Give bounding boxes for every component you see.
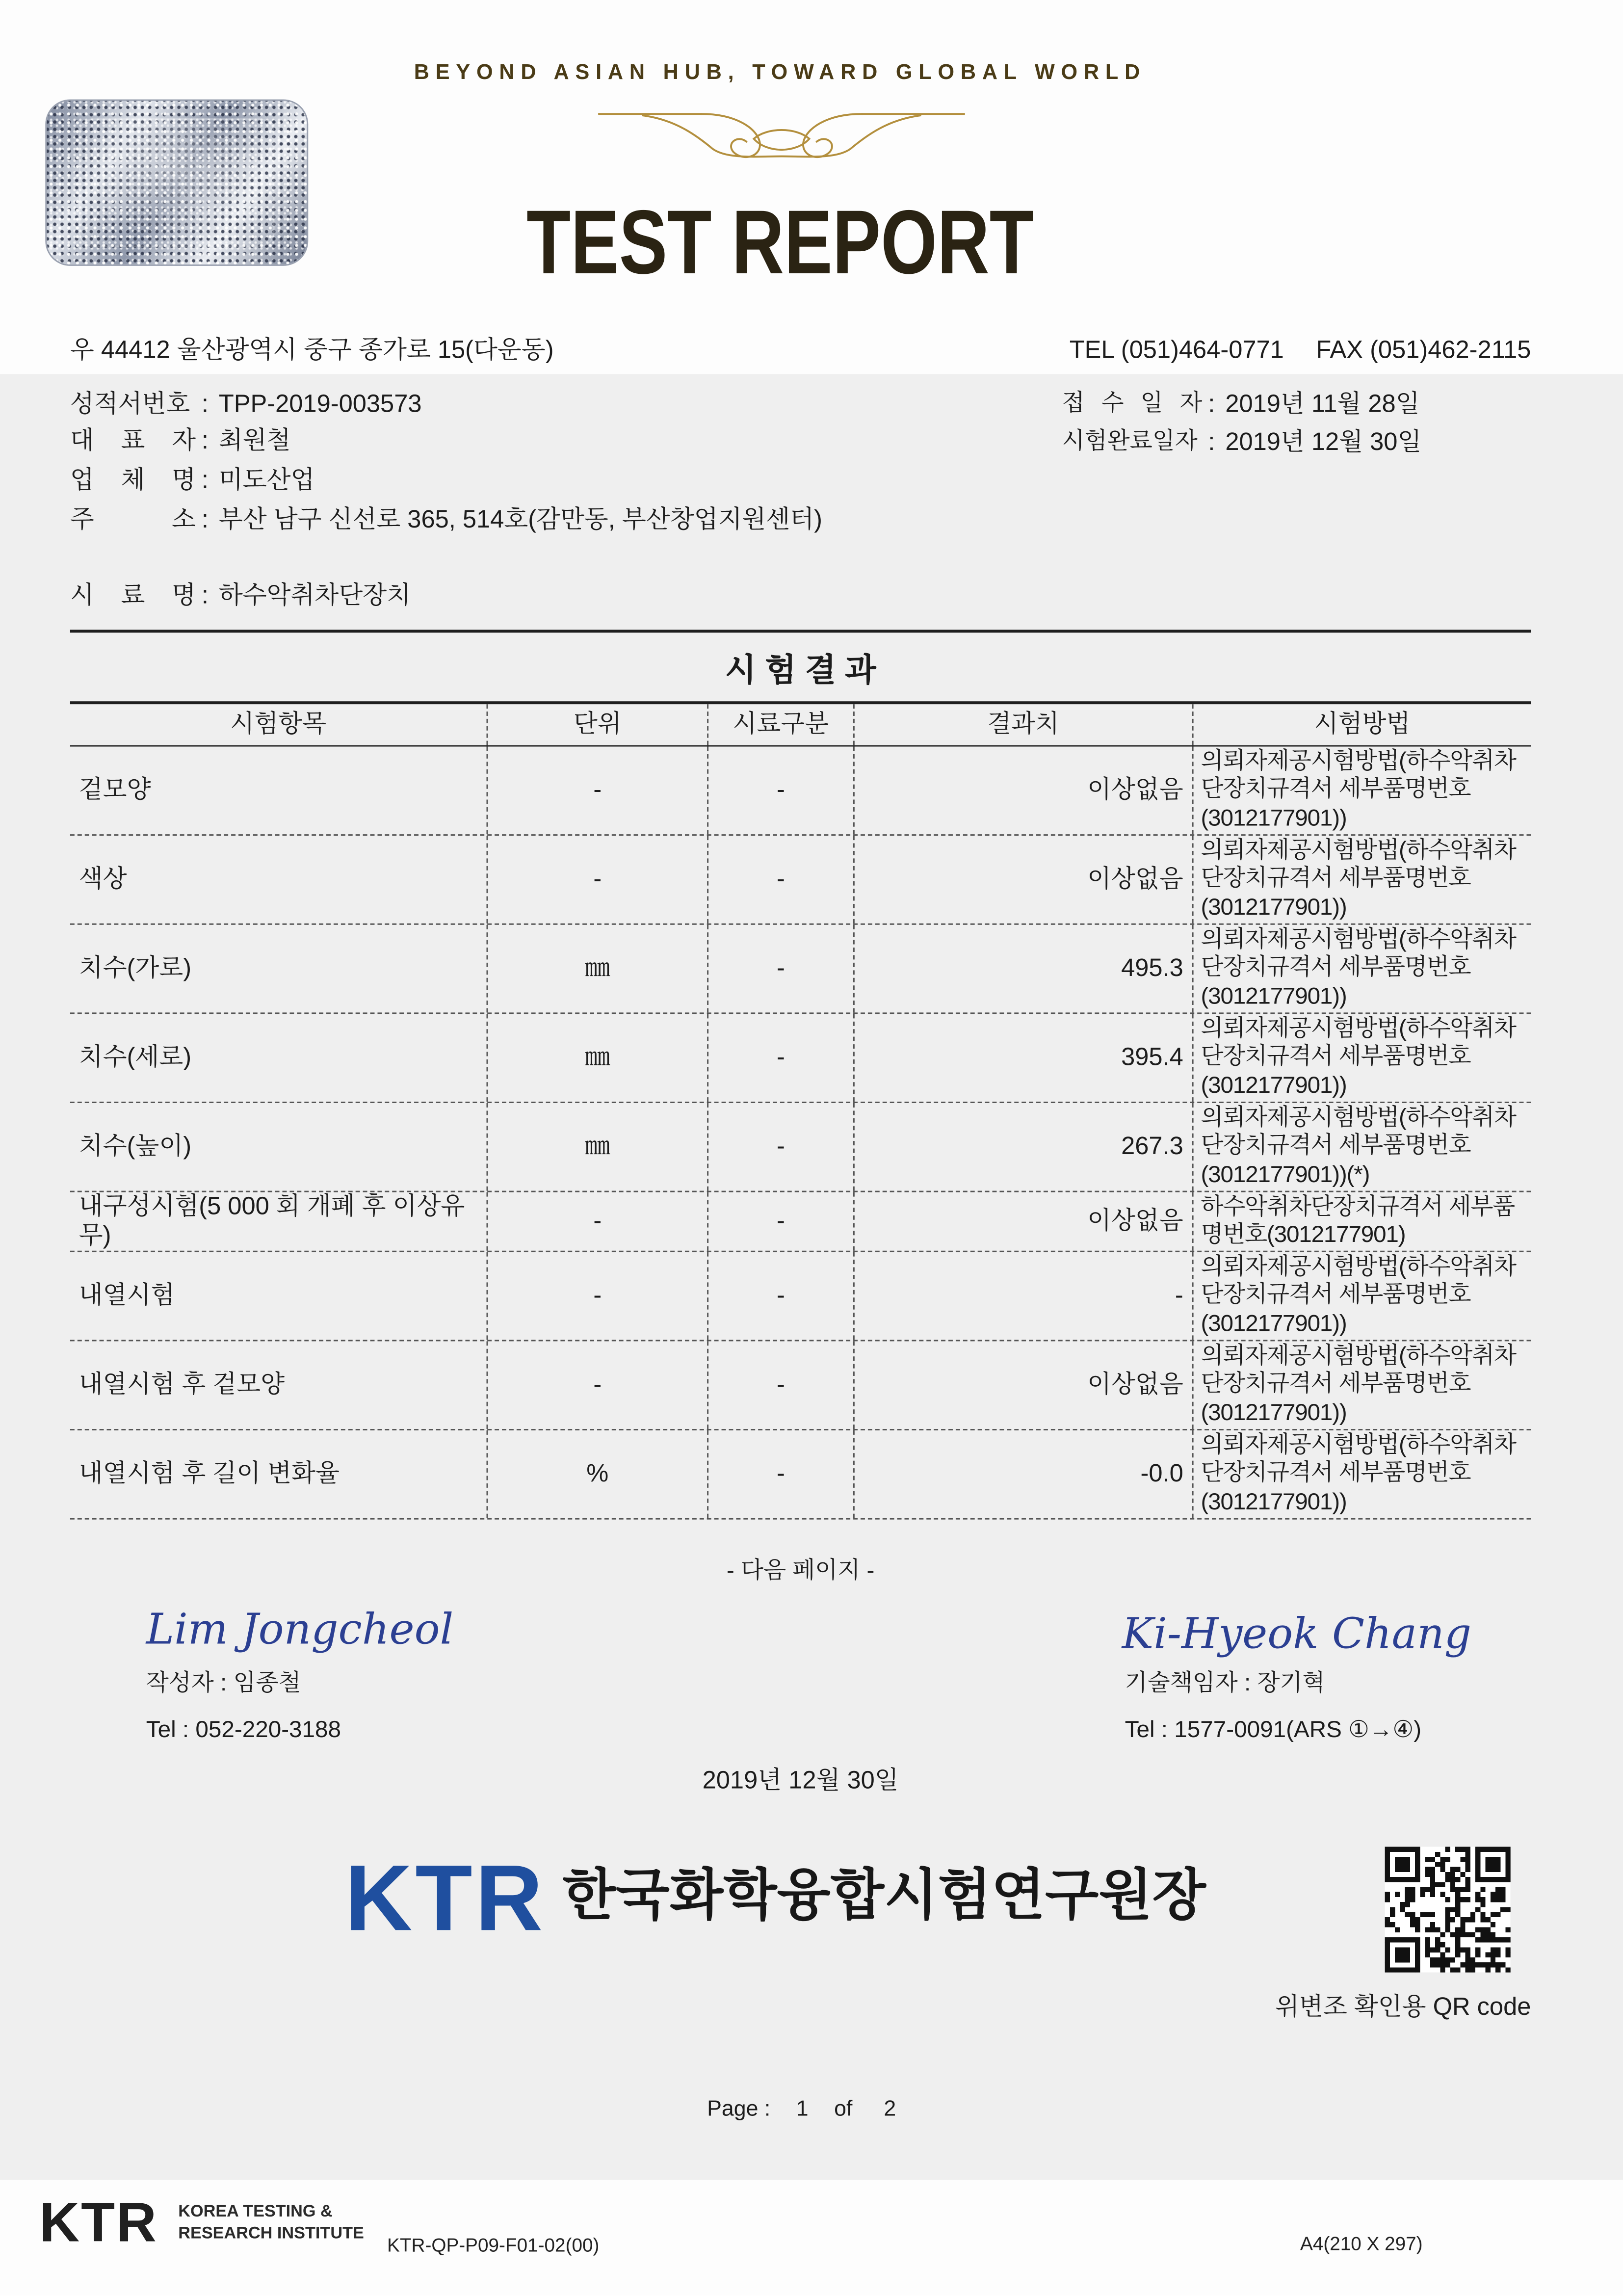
issue-date: 2019년 12월 30일	[702, 1766, 899, 1795]
sample-text: -	[777, 776, 785, 804]
footer-paper-size: A4(210 X 297)	[1300, 2232, 1423, 2255]
cell-sample	[707, 1192, 853, 1251]
cell-sample	[707, 1430, 853, 1518]
cell-item	[70, 925, 487, 1013]
table-row	[70, 1430, 1531, 1520]
item-text: 내열시험	[79, 1281, 175, 1309]
info-company-address	[70, 505, 822, 535]
info-representative	[70, 426, 291, 456]
item-text: 색상	[79, 865, 127, 893]
gold-flourish-icon	[409, 97, 1154, 167]
sample-text: -	[777, 954, 785, 982]
footer-ktr-logo: KTR	[39, 2193, 158, 2255]
info-label: 성적서번호	[70, 390, 190, 418]
item-text: 치수(가로)	[79, 954, 192, 982]
cell-method	[1192, 836, 1531, 924]
author-signature: Lim Jongcheol	[146, 1604, 454, 1654]
sample-text: -	[777, 1132, 785, 1161]
method-text: 의뢰자제공시험방법(하수악취차단장치규격서 세부품명번호(3012177901))	[1201, 1344, 1516, 1426]
method-text: 의뢰자제공시험방법(하수악취차단장치규격서 세부품명번호(3012177901))	[1201, 927, 1516, 1009]
cell-method	[1192, 925, 1531, 1013]
unit-text: ㎜	[585, 954, 610, 982]
cell-result	[853, 836, 1192, 924]
cell-method	[1192, 1341, 1531, 1429]
cell-result	[853, 1341, 1192, 1429]
info-value: 2019년 12월 30일	[1225, 428, 1422, 456]
contact-numbers	[1070, 336, 1531, 366]
table-row	[70, 1192, 1531, 1252]
table-row	[70, 836, 1531, 925]
separator: :	[201, 505, 209, 533]
author-name: 작성자 : 임종철	[146, 1671, 301, 1696]
author-tel: Tel : 052-220-3188	[146, 1718, 341, 1743]
header-label: 시험항목	[230, 710, 327, 738]
sample-text: -	[777, 865, 785, 893]
unit-text: -	[593, 1370, 602, 1399]
separator: :	[201, 390, 209, 418]
unit-text: ㎜	[585, 1132, 610, 1161]
table-row	[70, 1341, 1531, 1430]
cell-unit	[487, 1341, 707, 1429]
table-row	[70, 1014, 1531, 1103]
cell-sample	[707, 1252, 853, 1340]
sample-text: -	[777, 1207, 785, 1235]
separator: :	[201, 466, 209, 494]
cell-unit	[487, 1192, 707, 1251]
unit-text: -	[593, 1207, 602, 1235]
hologram-seal-icon	[47, 101, 307, 264]
unit-text: -	[593, 776, 602, 804]
header-label: 시료구분	[733, 710, 829, 738]
hologram-inner	[79, 118, 275, 247]
cell-item	[70, 1192, 487, 1251]
info-value: 미도산업	[218, 466, 315, 494]
cell-result	[853, 747, 1192, 835]
info-label: 대 표 자	[70, 426, 196, 455]
cell-unit	[487, 1014, 707, 1102]
sample-text: -	[777, 1370, 785, 1399]
info-label: 업 체 명	[70, 466, 196, 494]
method-text: 의뢰자제공시험방법(하수악취차단장치규격서 세부품명번호(3012177901))	[1201, 1254, 1516, 1337]
technical-manager-signature: Ki-Hyeok Chang	[1122, 1609, 1472, 1659]
cell-method	[1192, 1014, 1531, 1102]
footer-institute-line2: RESEARCH INSTITUTE	[178, 2225, 364, 2243]
table-row	[70, 747, 1531, 836]
cell-method	[1192, 1192, 1531, 1251]
info-label: 주 소	[70, 505, 196, 533]
info-completion-date	[1062, 428, 1422, 457]
unit-text: -	[593, 1281, 602, 1309]
footer-institute-line1: KOREA TESTING &	[178, 2203, 333, 2221]
column-header-result	[853, 704, 1192, 745]
item-text: 치수(높이)	[79, 1132, 192, 1161]
item-text: 치수(세로)	[79, 1043, 192, 1071]
results-title: 시 험 결 과	[725, 651, 876, 688]
tel-number: TEL (051)464-0771	[1069, 336, 1284, 364]
unit-text: ㎜	[585, 1043, 610, 1071]
cell-unit	[487, 747, 707, 835]
address: 우 44412 울산광역시 중구 종가로 15(다운동)	[70, 336, 554, 364]
info-label: 시 료 명	[70, 581, 196, 609]
result-text: -	[1175, 1281, 1183, 1309]
cell-item	[70, 747, 487, 835]
table-row	[70, 1103, 1531, 1192]
info-value: TPP-2019-003573	[218, 390, 422, 418]
sample-text: -	[777, 1459, 785, 1488]
method-text: 의뢰자제공시험방법(하수악취차단장치규격서 세부품명번호(3012177901))	[1201, 749, 1516, 831]
column-header-test-item	[70, 704, 487, 745]
cell-item	[70, 1430, 487, 1518]
report-title: TEST REPORT	[526, 193, 1034, 294]
separator: :	[1208, 428, 1215, 456]
cell-result	[853, 1103, 1192, 1191]
cell-sample	[707, 1103, 853, 1191]
info-value: 부산 남구 신선로 365, 514호(감만동, 부산창업지원센터)	[218, 505, 822, 533]
table-header-row	[70, 704, 1531, 746]
cell-unit	[487, 925, 707, 1013]
result-text: 395.4	[1121, 1043, 1183, 1071]
result-text: 이상없음	[1087, 1207, 1183, 1235]
qr-code-icon	[1385, 1847, 1511, 1973]
page-total: 2	[884, 2096, 896, 2122]
cell-item	[70, 1252, 487, 1340]
cell-result	[853, 1430, 1192, 1518]
info-report-number	[70, 390, 422, 420]
result-text: 495.3	[1121, 954, 1183, 982]
cell-method	[1192, 1252, 1531, 1340]
cell-unit	[487, 1430, 707, 1518]
item-text: 내열시험 후 겉모양	[79, 1370, 285, 1399]
unit-text: %	[586, 1459, 609, 1488]
next-page-note: - 다음 페이지 -	[726, 1558, 875, 1584]
cell-result	[853, 1252, 1192, 1340]
info-label: 접 수 일 자	[1062, 391, 1203, 417]
page-current: 1	[796, 2096, 809, 2122]
cell-result	[853, 1192, 1192, 1251]
unit-text: -	[593, 865, 602, 893]
header-label: 시험방법	[1314, 710, 1411, 738]
cell-sample	[707, 747, 853, 835]
item-text: 겉모양	[79, 776, 151, 804]
cell-item	[70, 1103, 487, 1191]
header-label: 단위	[573, 710, 622, 738]
item-text: 내구성시험(5 000 회 개폐 후 이상유무)	[79, 1192, 465, 1249]
results-table	[70, 704, 1531, 1519]
cell-unit	[487, 1252, 707, 1340]
cell-item	[70, 836, 487, 924]
result-text: 이상없음	[1087, 865, 1183, 893]
method-text: 의뢰자제공시험방법(하수악취차단장치규격서 세부품명번호(3012177901))	[1201, 1433, 1516, 1515]
section-rule-top	[70, 630, 1531, 633]
qr-caption: 위변조 확인용 QR code	[1275, 1993, 1531, 2021]
technical-manager-tel: Tel : 1577-0091(ARS ①→④)	[1125, 1718, 1422, 1743]
method-text: 의뢰자제공시험방법(하수악취차단장치규격서 세부품명번호(3012177901))(*)	[1201, 1106, 1516, 1188]
technical-manager-name: 기술책임자 : 장기혁	[1125, 1671, 1325, 1696]
cell-unit	[487, 836, 707, 924]
cell-sample	[707, 1341, 853, 1429]
method-text: 의뢰자제공시험방법(하수악취차단장치규격서 세부품명번호(3012177901))	[1201, 838, 1516, 921]
page-of: of	[834, 2096, 853, 2122]
result-text: 이상없음	[1087, 1370, 1183, 1399]
cell-method	[1192, 1430, 1531, 1518]
fax-number: FAX (051)462-2115	[1316, 336, 1531, 364]
sample-text: -	[777, 1043, 785, 1071]
info-value: 2019년 11월 28일	[1225, 390, 1420, 418]
cell-result	[853, 1014, 1192, 1102]
separator: :	[1208, 390, 1215, 418]
cell-method	[1192, 747, 1531, 835]
info-value: 하수악취차단장치	[218, 581, 411, 609]
method-text: 의뢰자제공시험방법(하수악취차단장치규격서 세부품명번호(3012177901))	[1201, 1016, 1516, 1099]
footer-form-code: KTR-QP-P09-F01-02(00)	[387, 2234, 600, 2256]
info-value: 최원철	[218, 426, 291, 455]
result-text: 267.3	[1121, 1132, 1183, 1161]
cell-sample	[707, 1014, 853, 1102]
table-row	[70, 925, 1531, 1014]
result-text: -0.0	[1140, 1459, 1183, 1488]
sample-text: -	[777, 1281, 785, 1309]
info-received-date	[1062, 390, 1420, 420]
separator: :	[201, 581, 209, 609]
cell-item	[70, 1014, 487, 1102]
page-label: Page :	[707, 2096, 771, 2122]
ktr-logo: KTR	[344, 1845, 546, 1951]
header-label: 결과치	[987, 710, 1060, 738]
cell-method	[1192, 1103, 1531, 1191]
slogan: BEYOND ASIAN HUB, TOWARD GLOBAL WORLD	[414, 61, 1147, 85]
table-body	[70, 747, 1531, 1520]
cell-unit	[487, 1103, 707, 1191]
column-header-method	[1192, 704, 1531, 745]
info-sample-name	[70, 581, 411, 611]
cell-item	[70, 1341, 487, 1429]
item-text: 내열시험 후 길이 변화율	[79, 1459, 340, 1488]
cell-sample	[707, 836, 853, 924]
column-header-sample	[707, 704, 853, 745]
separator: :	[201, 426, 209, 455]
info-company	[70, 466, 315, 496]
result-text: 이상없음	[1087, 776, 1183, 804]
method-text: 하수악취차단장치규격서 세부품명번호(3012177901)	[1201, 1194, 1515, 1248]
cell-sample	[707, 925, 853, 1013]
column-header-unit	[487, 704, 707, 745]
table-row	[70, 1252, 1531, 1342]
cell-result	[853, 925, 1192, 1013]
info-label: 시험완료일자	[1062, 429, 1198, 455]
issuer-name: 한국화학융합시험연구원장	[562, 1866, 1206, 1927]
